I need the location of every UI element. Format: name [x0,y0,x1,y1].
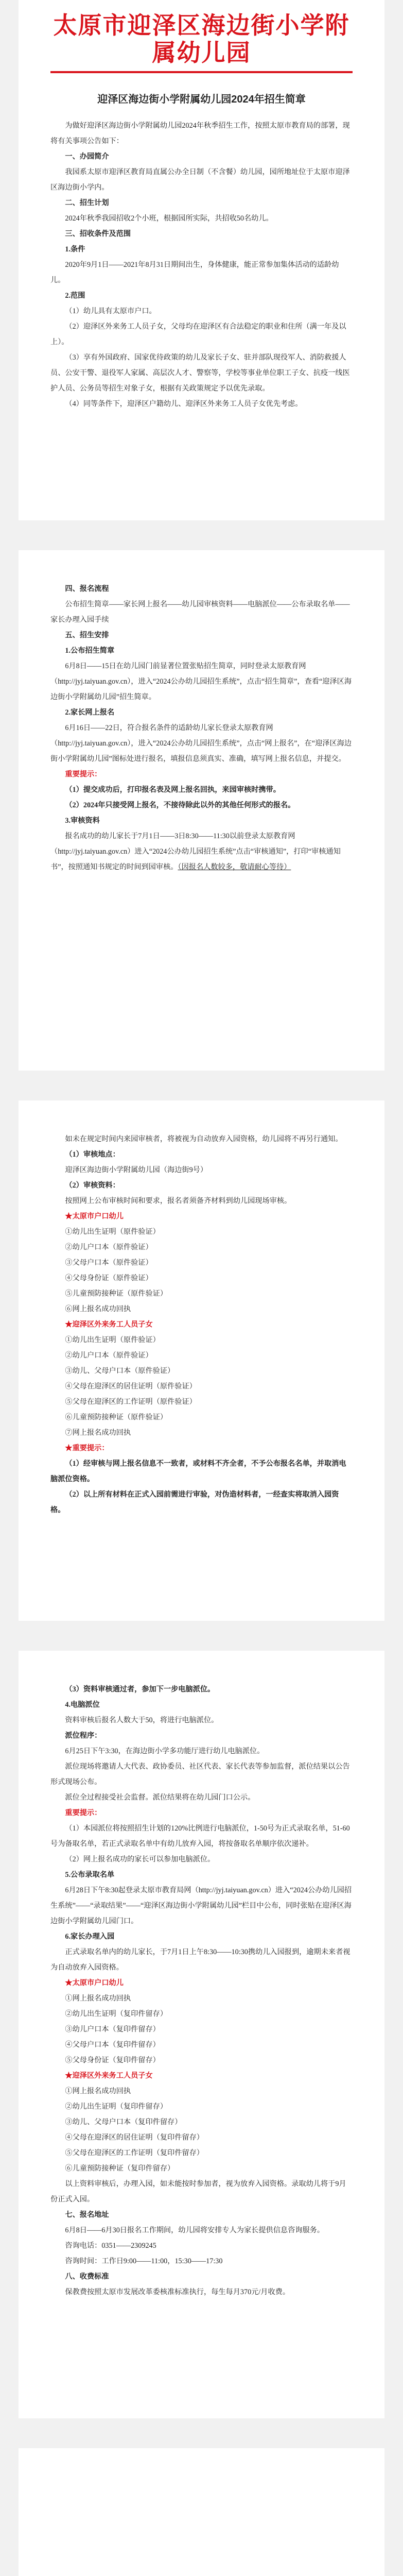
paragraph: （3）享有外国政府、国家优待政策的幼儿及家长子女、驻并部队现役军人、消防救援人员、公安干警、退役军人家属、高层次人才、警察等，学校等事业单位职工子女、抗疫一线医护人员、公务员等招生对象子女，根据有关政策规定予以优先录取。 [50,353,350,393]
paragraph: 为做好迎泽区海边街小学附属幼儿园2024年秋季招生工作，按照太原市教育局的部署，现将有关事项公告如下： [50,121,350,145]
notice-heading: ★迎泽区外来务工人员子女 [65,1320,153,1329]
document-title: 迎泽区海边街小学附属幼儿园2024年招生简章 [97,93,306,105]
section-heading: 七、报名地址 [65,2211,109,2219]
paragraph: ②幼儿户口本（原件验证） [65,1243,153,1251]
paragraph: 派位全过程接受社会监督。派位结果将在幼儿园门口公示。 [65,1793,255,1802]
paragraph: （2）以上所有材料在正式入园前需进行审验，对伪造材料者，一经查实将取消入园资格。 [50,1490,339,1514]
page-3 [19,1100,384,1621]
section-heading: 2.范围 [65,291,85,300]
paragraph: （1）幼儿具有太原市户口。 [65,307,156,315]
paragraph: ⑤儿童预防接种证（原件验证） [65,1290,168,1298]
paragraph: ⑥儿童预防接种证（复印件留存） [65,2164,175,2173]
paragraph: 如未在规定时间内来园审核者，将被视为自动放弃入园资格，幼儿园将不再另行通知。 [65,1135,343,1143]
paragraph: ⑥儿童预防接种证（原件验证） [65,1413,168,1421]
paragraph: （3）资料审核通过者，参加下一步电脑派位。 [65,1685,215,1693]
paragraph: 派位程序： [65,1732,102,1740]
paragraph: （1）经审核与网上报名信息不一致者，或材料不齐全者，不予公布报名名单，并取消电脑派位资格。 [50,1460,346,1483]
paragraph: ⑥网上报名成功回执 [65,1305,131,1313]
paragraph: （4）同等条件下，迎泽区户籍幼儿、迎泽区外来务工人员子女优先考虑。 [65,399,303,408]
paragraph: 2024年秋季我园招收2个小班，根据园所实际，共招收50名幼儿。 [65,214,273,223]
section-heading: 3.审核资料 [65,817,100,825]
page-4 [19,1651,384,2418]
section-heading: 四、报名流程 [65,585,109,593]
paragraph: （1）审核地点： [65,1150,120,1159]
page-2-body [50,581,353,875]
notice-heading: ★太原市户口幼儿 [65,1979,124,1987]
paragraph: ④父母户口本（复印件留存） [65,2041,160,2049]
paragraph: 6月8日——6月30日报名工作期间，幼儿园将安排专人为家长提供信息咨询服务。 [65,2226,325,2234]
paragraph: 6月28日下午8:30起登录太原市教育局网（http://jyj.taiyuan.gov.cn）进入“2024公办幼儿园招生系统”——“录取结果”——“迎泽区海边街小学附属幼儿园”栏目中公布，同时张贴在迎泽区海边街小学附属幼儿园门口。 [50,1886,352,1925]
section-heading: 4.电脑派位 [65,1701,100,1709]
paragraph: ④父母在迎泽区的居住证明（原件验证） [65,1382,197,1391]
notice-heading: ★迎泽区外来务工人员子女 [65,2072,153,2080]
paragraph: ⑤父母在迎泽区的工作证明（复印件留存） [65,2149,204,2157]
paragraph: （2）迎泽区外来务工人员子女，父母均在迎泽区有合法稳定的职业和住所（满一年及以上）。 [50,322,346,346]
paragraph: 按照网上公布审核时间和要求，报名者须备齐材料到幼儿园现场审核。 [65,1197,292,1205]
paragraph: 6月16日——22日，符合报名条件的适龄幼儿家长登录太原教育网（http://jyj.taiyuan.gov.cn），进入“2024公办幼儿园招生系统”，点击“网上报名”，在“迎泽区海边街小学附属幼儿园”图标处进行报名，填报信息须真实、准确，填写网上报名信息，并提交。 [50,724,352,763]
section-heading: 6.家长办理入园 [65,1933,115,1941]
section-heading: 一、办园简介 [65,152,109,161]
paragraph: ⑤父母在迎泽区的工作证明（原件验证） [65,1398,197,1406]
paragraph: （2）审核资料： [65,1181,120,1190]
paragraph: ②幼儿出生证明（复印件留存） [65,2103,168,2111]
paragraph: 咨询电话：0351——2309245 [65,2242,156,2250]
paragraph: 派位现场将邀请人大代表、政协委员、社区代表、家长代表等参加监督，派位结果以公告形式现场公布。 [50,1762,350,1786]
page-3-body [50,1131,353,1518]
section-heading: 1.公布招生简章 [65,647,115,655]
paragraph: 保教费按照太原市发展改革委核准标准执行，每生每月370元/月收费。 [65,2288,290,2296]
paragraph: 6月8日——15日在幼儿园门前显著位置张贴招生简章，同时登录太原教育网（http://jyj.taiyuan.gov.cn），进入“2024公办幼儿园招生系统”，点击“招生简章”，查看“迎泽区海边街小学附属幼儿园”招生简章。 [50,662,352,701]
paragraph: ⑦网上报名成功回执 [65,1429,131,1437]
paragraph: ⑤父母身份证（复印件留存） [65,2056,160,2064]
paragraph: ①网上报名成功回执 [65,2087,131,2095]
paragraph: ①幼儿出生证明（原件验证） [65,1228,160,1236]
paragraph: 2020年9月1日——2021年8月31日期间出生，身体健康，能正常参加集体活动的适龄幼儿。 [50,260,339,284]
paragraph: 资料审核后报名人数大于50，将进行电脑派位。 [65,1716,219,1724]
notice-heading: 重要提示： [65,770,102,778]
paragraph: ③父母户口本（原件验证） [65,1259,153,1267]
paragraph: 咨询时间：工作日9:00——11:00，15:30——17:30 [65,2257,223,2265]
paragraph: ③幼儿户口本（复印件留存） [65,2025,160,2033]
paragraph: 报名成功的幼儿家长于7月1日——3日8:30——11:30以前登录太原教育网（http://jyj.taiyuan.gov.cn）进入“2024公办幼儿园招生系统”点击“审核通知”，打印“审核通知书”，按照通知书规定的时间到园审核。（因报名人数较多，敬请耐心等待） [50,832,341,871]
paragraph: ①幼儿出生证明（原件验证） [65,1336,160,1344]
section-heading: 2.家长网上报名 [65,708,115,717]
paragraph: 我园系太原市迎泽区教育局直属公办全日制（不含餐）幼儿园，园所地址位于太原市迎泽区海边街小学内。 [50,167,350,192]
underlined-note: （因报名人数较多，敬请耐心等待） [178,863,291,871]
section-heading: 1.条件 [65,245,85,253]
notice-heading: ★太原市户口幼儿 [65,1212,124,1221]
banner-title: 太原市迎泽区海边街小学附属幼儿园 [50,12,353,73]
paragraph: ③幼儿、父母户口本（原件验证） [65,1367,175,1375]
paragraph: ④父母在迎泽区的居住证明（复印件留存） [65,2133,204,2142]
section-heading: 五、招生安排 [65,631,109,639]
paragraph: 迎泽区海边街小学附属幼儿园（海边街9号） [65,1166,208,1174]
page-4-body [50,1682,353,2300]
paragraph: 6月25日下午3:30，在海边街小学多功能厅进行幼儿电脑派位。 [65,1747,265,1755]
paragraph: （1）本园派位将按照招生计划的120%比例进行电脑派位，1-50号为正式录取名单，51-60号为备取名单，若正式录取名单中有幼儿放弃入园，将按备取名单顺序依次递补。 [50,1824,350,1848]
section-heading: 5.公布录取名单 [65,1871,115,1879]
notice-heading: 重要提示： [65,1809,102,1817]
paragraph: （2）2024年只接受网上报名，不接待除此以外的其他任何形式的报名。 [65,801,295,809]
paragraph: （1）提交成功后，打印报名表及网上报名回执，来园审核时携带。 [65,786,281,794]
page-1 [19,0,384,520]
page-5 [19,2448,384,2576]
paragraph: ④父母身份证（原件验证） [65,1274,153,1282]
paragraph: ②幼儿户口本（原件验证） [65,1351,153,1360]
paragraph: （2）网上报名成功的家长可以参加电脑派位。 [65,1855,215,1863]
paragraph: ①网上报名成功回执 [65,1994,131,2003]
paragraph: 公布招生简章——家长网上报名——幼儿园审核资料——电脑派位——公布录取名单——家长办理入园手续 [50,600,350,624]
paragraph: ③幼儿、父母户口本（复印件留存） [65,2118,182,2126]
section-heading: 八、收费标准 [65,2273,109,2281]
paragraph: 正式录取名单内的幼儿家长，于7月1日上午8:30——10:30携幼儿入园报到，逾期未来者视为自动放弃入园资格。 [50,1948,351,1972]
section-heading: 二、招生计划 [65,198,109,207]
section-heading: 三、招收条件及范围 [65,229,131,238]
paragraph: ②幼儿出生证明（复印件留存） [65,2010,168,2018]
page-1-body [50,118,353,412]
paragraph: 以上资料审核后，办理入园，如未能按时参加者，视为放弃入园资格。录取幼儿将于9月份正式入园。 [50,2180,346,2204]
page-2 [19,550,384,1071]
notice-heading: ★重要提示： [65,1444,109,1452]
